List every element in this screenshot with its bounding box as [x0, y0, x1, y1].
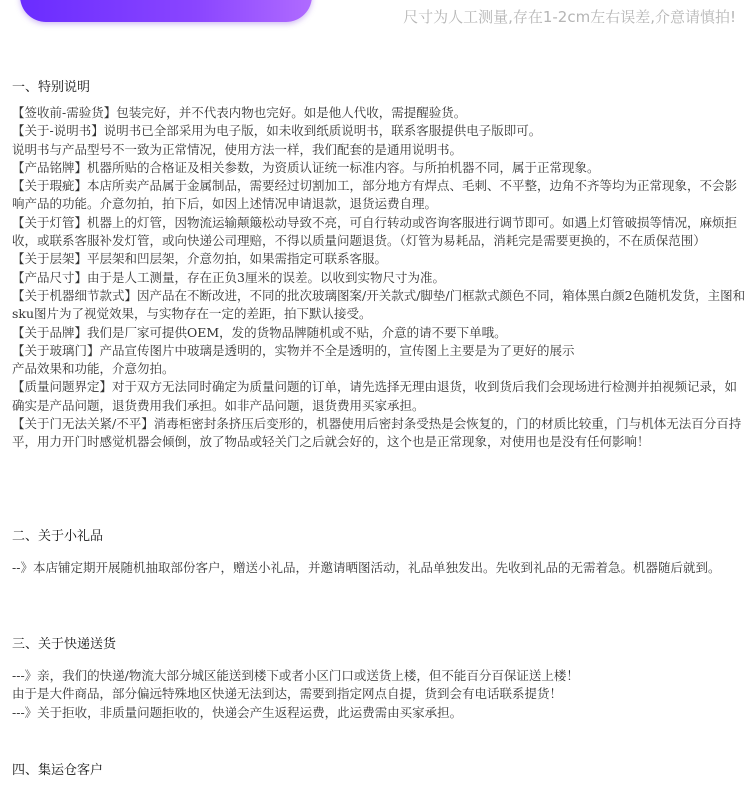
section-title-special-notes: 一、特别说明: [12, 80, 91, 95]
paragraph: 【产品尺寸】由于是人工测量，存在正负3厘米的误差。以收到实物尺寸为准。: [12, 269, 445, 285]
section-body-special-notes: [12, 104, 746, 452]
section-title-small-gifts: 二、关于小礼品: [12, 529, 104, 544]
paragraph: 【关于瑕疵】本店所卖产品属于金属制品，需要经过切割加工，部分地方有焊点、毛刺、不平整，边角不齐等均为正常现象，不会影响产品的功能。介意勿拍，拍下后，如因上述情况申请退款，退货运费自理。: [12, 178, 738, 212]
paragraph: 由于是大件商品，部分偏远特殊地区快递无法到达，需要到指定网点自提，货到会有电话联系提货！: [12, 686, 563, 702]
paragraph: 【关于-说明书】说明书已全部采用为电子版，如未收到纸质说明书，联系客服提供电子版即可。: [12, 123, 542, 139]
section-title-consolidation-warehouse: 四、集运仓客户: [12, 763, 104, 778]
section-title-delivery: 三、关于快递送货: [12, 637, 117, 652]
paragraph: ---》亲，我们的快递/物流大部分城区能送到楼下或者小区门口或送货上楼，但不能百分百保证送上楼！: [12, 668, 579, 683]
section-body-delivery: [12, 667, 746, 722]
paragraph: 【签收前-需验货】包装完好，并不代表内物也完好。如是他人代收，需提醒验货。: [12, 105, 467, 120]
section-body-small-gifts: [12, 559, 746, 577]
paragraph: 【关于灯管】机器上的灯管，因物流运输颠簸松动导致不亮，可自行转动或咨询客服进行调节即可。如遇上灯管破损等情况，麻烦拒收，或联系客服补发灯管，或向快递公司理赔，不得以质量问题退货。（灯管为易耗品，消耗完是需要更换的，不在质保范围）: [12, 214, 738, 249]
paragraph: 【关于层架】平层架和凹层架，介意勿拍，如果需指定可联系客服。: [12, 251, 388, 267]
top-banner: [0, 0, 750, 40]
purple-banner-decoration: [20, 0, 312, 22]
paragraph: 【产品铭牌】机器所贴的合格证及相关参数，为资质认证统一标准内容。与所拍机器不同，属于正常现象。: [12, 159, 600, 175]
paragraph: 【关于品牌】我们是厂家可提供OEM，发的货物品牌随机或不贴，介意的请不要下单哦。: [12, 324, 507, 340]
paragraph: --》本店铺定期开展随机抽取部份客户，赠送小礼品，并邀请晒图活动，礼品单独发出。先收到礼品的无需着急。机器随后就到。: [12, 560, 721, 575]
paragraph: 【关于门无法关紧/不平】消毒柜密封条挤压后变形的，机器使用后密封条受热是会恢复的，门的材质比较重，门与机体无法百分百持平，用力开门时感觉机器会倾倒，放了物品或轻关门之后就会好的，这个也是正常现象，对使用也是没有任何影响！: [12, 416, 742, 450]
paragraph: 【关于机器细节款式】因产品在不断改进，不同的批次玻璃图案/开关款式/脚垫/门框款式颜色不同，箱体黑白颜2色随机发货，主图和sku图片为了视觉效果，与实物存在一定的差距，拍下默认接受。: [12, 287, 746, 322]
paragraph: ---》关于拒收，非质量问题拒收的，快递会产生返程运费，此运费需由买家承担。: [12, 704, 463, 720]
paragraph: 【质量问题界定】对于双方无法同时确定为质量问题的订单，请先选择无理由退货，收到货后我们会现场进行检测并拍视频记录，如确实是产品问题，退货费用我们承担。如非产品问题，退货费用买家承担。: [12, 379, 738, 413]
paragraph: 【关于玻璃门】产品宣传图片中玻璃是透明的，实物并不全是透明的，宣传图上主要是为了更好的展示: [12, 342, 575, 358]
paragraph: 说明书与产品型号不一致为正常情况，使用方法一样，我们配套的是通用说明书。: [12, 141, 463, 157]
paragraph: 产品效果和功能，介意勿拍。: [12, 361, 175, 377]
measurement-notice: 尺寸为人工测量,存在1-2cm左右误差,介意请慎拍!: [403, 8, 736, 26]
